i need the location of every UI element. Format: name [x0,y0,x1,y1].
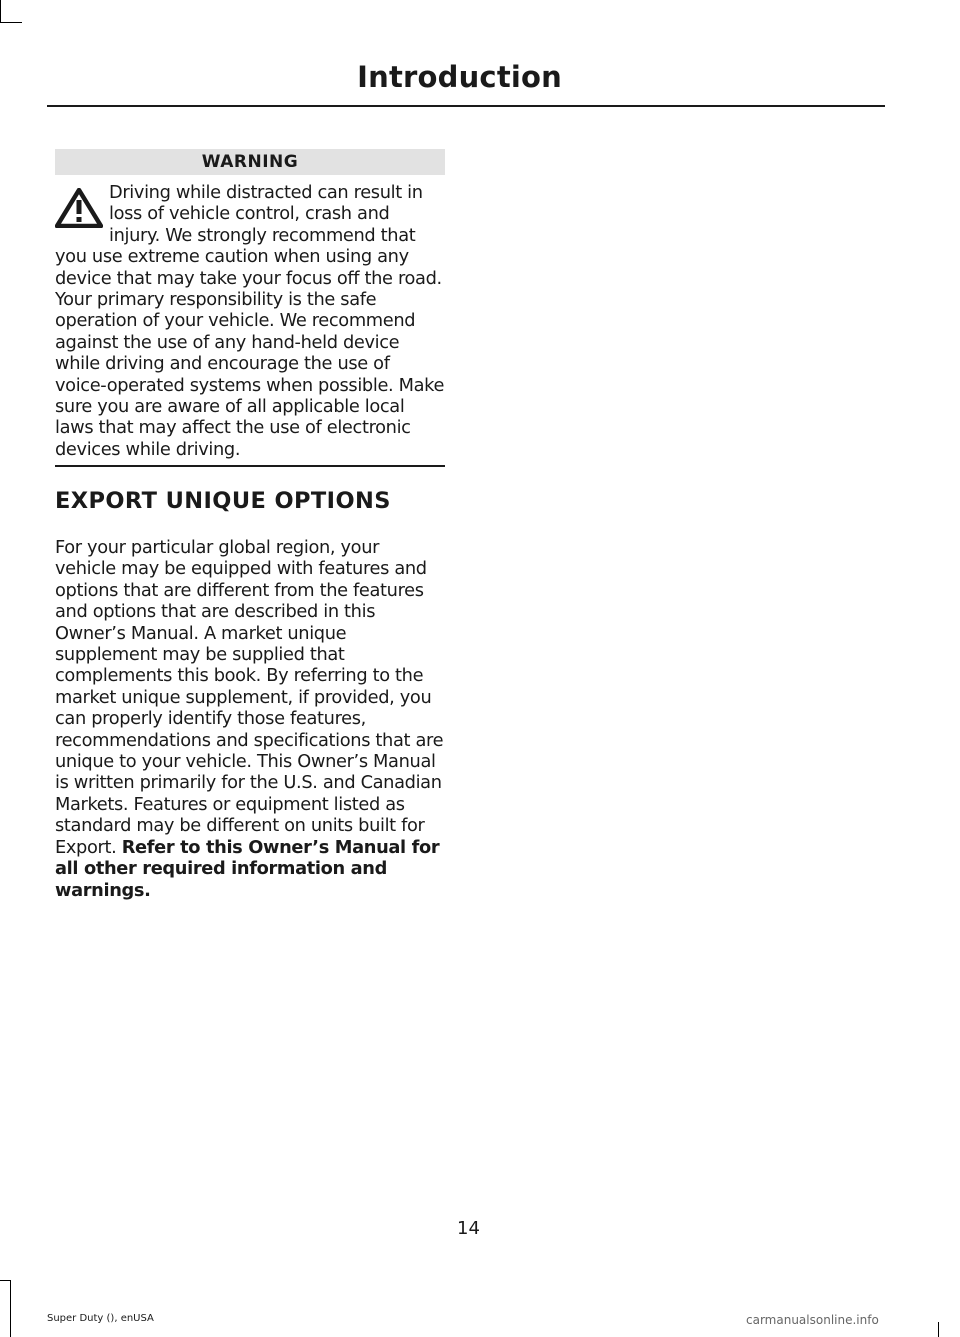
page-number: 14 [457,1218,480,1239]
warning-body [55,182,445,460]
warning-heading: WARNING [55,149,445,175]
section-heading: EXPORT UNIQUE OPTIONS [55,488,391,514]
document-label: Super Duty (), enUSA [47,1313,154,1324]
page-title: Introduction [357,60,562,94]
crop-mark [0,1280,10,1281]
warning-triangle-icon [55,188,103,228]
header-divider [47,105,885,107]
section-text: For your particular global region, your vehicle may be equipped with features and options that are different from the features and options that are described in this Owner’s Manual. A market unique supplement may be supplied that complements this book. By referring to the market unique supplement, if provided, you can properly identify those features, recommendations and specifications that are unique to your vehicle. This Owner’s Manual is written primarily for the U.S. and Canadian Markets. Features or equipment listed as standard may be different on units built for Export. [55,537,444,858]
section-body [55,537,445,901]
crop-mark [10,1280,11,1337]
crop-mark [938,1322,939,1337]
warning-divider [55,465,445,467]
watermark: carmanualsonline.info [746,1313,879,1327]
section-text-bold: Refer to this Owner’s Manual for all other required information and warnings. [55,836,440,901]
warning-text: Driving while distracted can result in loss of vehicle control, crash and injury. We strongly recommend that you use extreme caution when using any device that may take your focus off the road. Your primary responsibility is the safe operation of your vehicle. We recommend against the use of any hand-held device while driving and encourage the use of voice-operated systems when possible. Make sure you are aware of all applicable local laws that may affect the use of electronic devices while driving. [55,182,445,460]
crop-mark [0,0,1,22]
crop-mark [0,22,22,23]
